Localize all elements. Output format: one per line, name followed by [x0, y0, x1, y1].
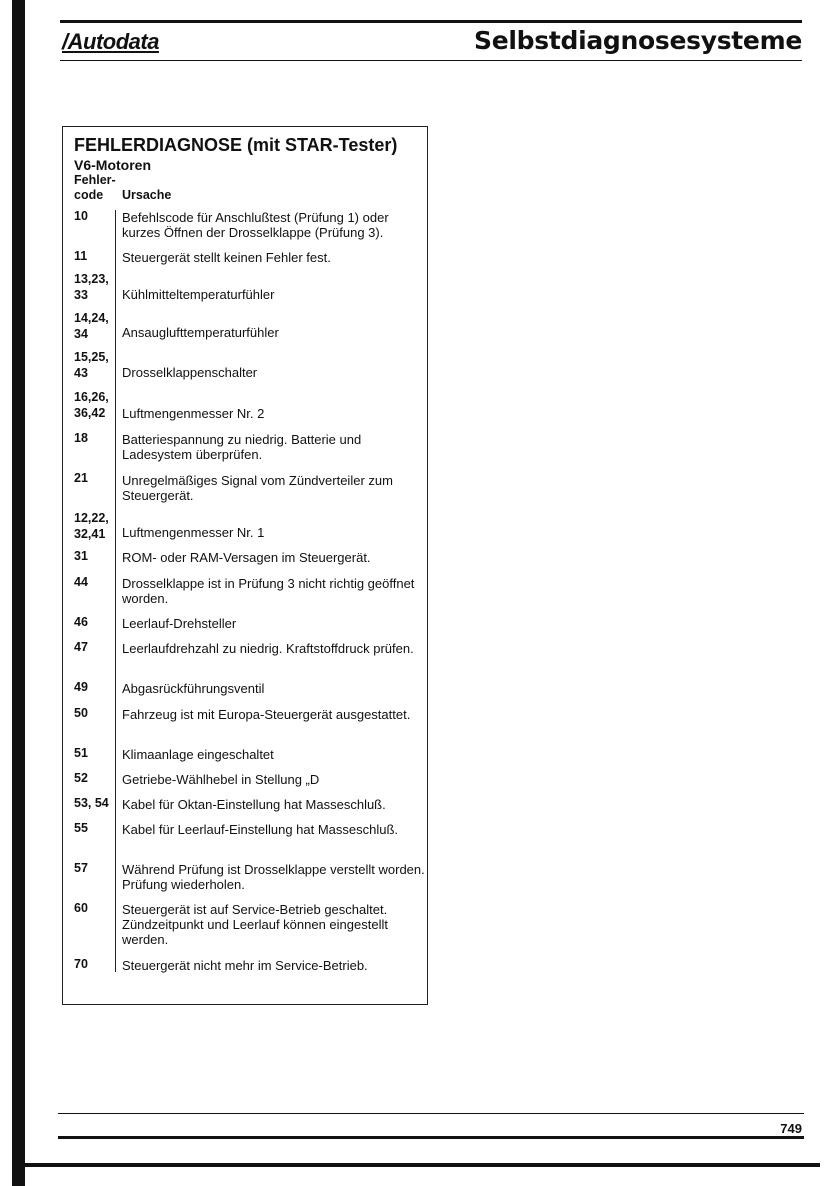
left-margin-bar — [12, 0, 25, 1186]
row-cause: Steuergerät stellt keinen Fehler fest. — [122, 250, 331, 265]
row-cause: Leerlaufdrehzahl zu niedrig. Kraftstoffdruck prüfen. — [122, 641, 414, 656]
row-cause: Drosselklappenschalter — [122, 365, 258, 380]
row-cause: Abgasrückführungsventil — [122, 681, 265, 696]
row-code: 12,22, 32,41 — [74, 511, 109, 541]
table-subtitle: V6-Motoren — [74, 157, 151, 173]
row-cause: Kabel für Oktan-Einstellung hat Masseschluß. — [122, 797, 386, 812]
row-cause: Ansauglufttemperaturfühler — [122, 325, 279, 340]
header-bottom-rule — [60, 60, 802, 61]
footer-top-rule — [58, 1113, 804, 1114]
row-cause: Leerlauf-Drehsteller — [122, 616, 237, 631]
row-cause: Unregelmäßiges Signal vom Zündverteiler zum Steuergerät. — [122, 473, 393, 503]
page-number: 749 — [780, 1121, 802, 1136]
column-header-code: Fehler- code — [74, 173, 116, 202]
row-code: 52 — [74, 771, 88, 785]
row-cause: Luftmengenmesser Nr. 1 — [122, 525, 265, 540]
footer-bottom-rule — [58, 1136, 804, 1139]
row-cause: ROM- oder RAM-Versagen im Steuergerät. — [122, 550, 371, 565]
row-cause: Steuergerät ist auf Service-Betrieb geschaltet. Zündzeitpunkt und Leerlauf können eingestellt werden. — [122, 902, 388, 947]
row-cause: Während Prüfung ist Drosselklappe verstellt worden. Prüfung wiederholen. — [122, 862, 425, 892]
row-code: 16,26, 36,42 — [74, 390, 109, 420]
row-cause: Fahrzeug ist mit Europa-Steuergerät ausgestattet. — [122, 707, 411, 722]
row-cause: Batteriespannung zu niedrig. Batterie und Ladesystem überprüfen. — [122, 432, 362, 462]
brand-logo: /Autodata — [62, 29, 159, 54]
row-code: 55 — [74, 821, 88, 835]
row-code: 44 — [74, 575, 88, 589]
row-code: 31 — [74, 549, 88, 563]
row-code: 53, 54 — [74, 796, 109, 810]
column-header-cause: Ursache — [122, 188, 172, 202]
header-top-rule — [60, 20, 802, 23]
row-code: 51 — [74, 746, 88, 760]
row-cause: Kühlmitteltemperaturfühler — [122, 287, 275, 302]
row-code: 15,25, 43 — [74, 350, 109, 380]
row-cause: Luftmengenmesser Nr. 2 — [122, 406, 265, 421]
row-code: 21 — [74, 471, 88, 485]
row-code: 13,23, 33 — [74, 272, 109, 302]
row-code: 11 — [74, 249, 88, 263]
row-code: 14,24, 34 — [74, 311, 109, 341]
row-code: 50 — [74, 706, 88, 720]
row-cause: Getriebe-Wählhebel in Stellung „D — [122, 772, 320, 787]
row-cause: Befehlscode für Anschlußtest (Prüfung 1) oder kurzes Öffnen der Drosselklappe (Prüfung 3). — [122, 210, 389, 240]
row-cause: Drosselklappe ist in Prüfung 3 nicht richtig geöffnet worden. — [122, 576, 415, 606]
page-title: Selbstdiagnosesysteme — [474, 26, 802, 55]
row-code: 57 — [74, 861, 88, 875]
row-code: 10 — [74, 209, 88, 223]
row-code: 47 — [74, 640, 88, 654]
table-title: FEHLERDIAGNOSE (mit STAR-Tester) — [74, 135, 398, 155]
row-code: 70 — [74, 957, 88, 971]
row-code: 49 — [74, 680, 88, 694]
row-code: 18 — [74, 431, 88, 445]
page-bottom-band — [12, 1163, 820, 1167]
row-cause: Kabel für Leerlauf-Einstellung hat Masseschluß. — [122, 822, 399, 837]
row-code: 60 — [74, 901, 88, 915]
row-cause: Steuergerät nicht mehr im Service-Betrieb. — [122, 958, 368, 973]
row-code: 46 — [74, 615, 88, 629]
row-cause: Klimaanlage eingeschaltet — [122, 747, 274, 762]
